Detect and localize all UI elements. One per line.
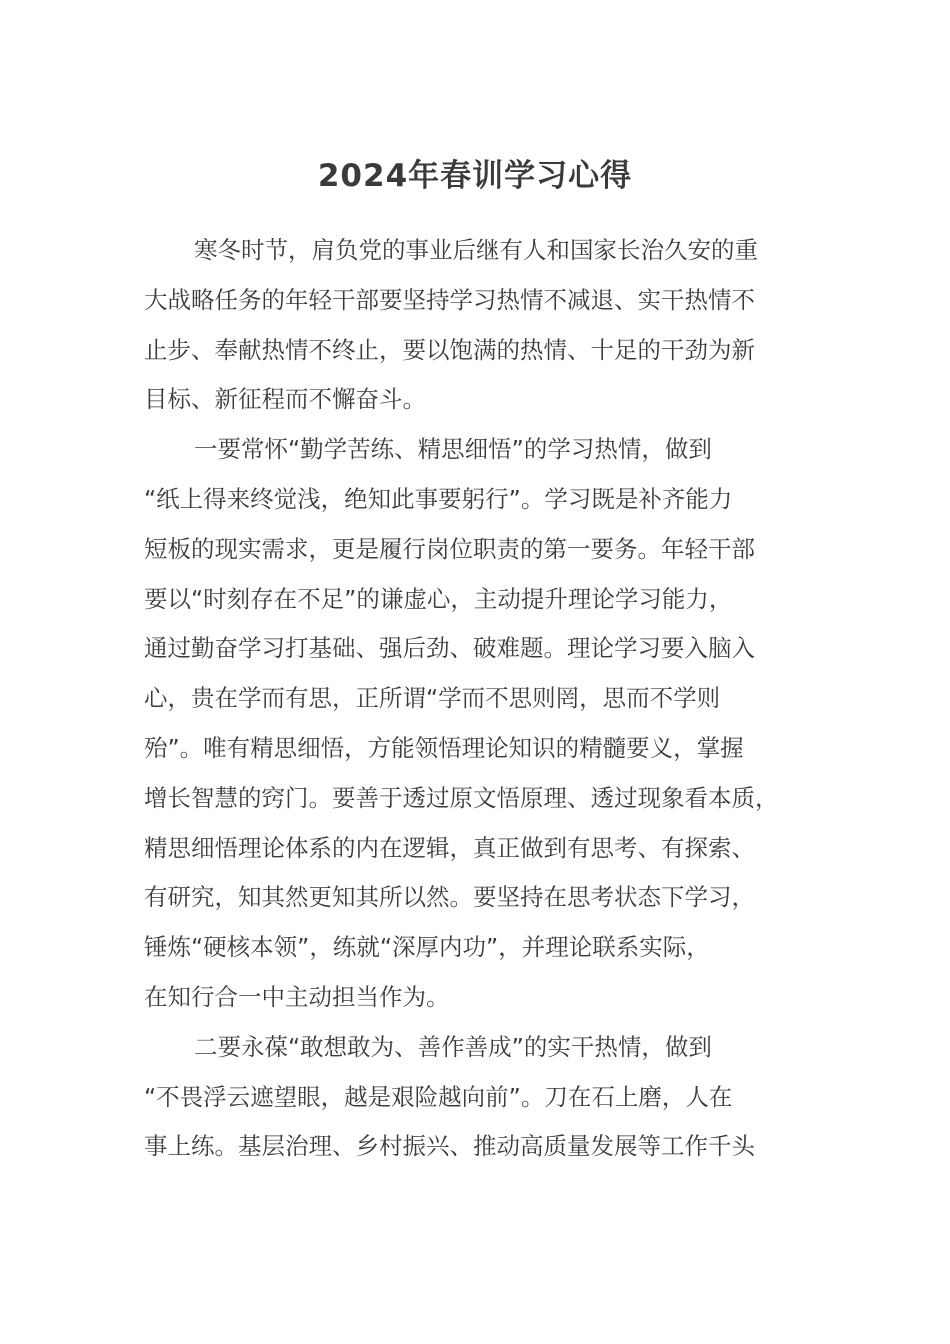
paragraph-line: 二要永葆“敢想敢为、善作善成”的实干热情，做到 bbox=[194, 1032, 712, 1061]
paragraph-line: “不畏浮云遮望眼，越是艰险越向前”。刀在石上磨，人在 bbox=[144, 1082, 733, 1111]
paragraph-line: 有研究，知其然更知其所以然。要坚持在思考状态下学习， bbox=[144, 883, 755, 912]
paragraph-line: 殆”。唯有精思细悟，方能领悟理论知识的精髓要义，掌握 bbox=[144, 733, 744, 762]
paragraph-line: 增长智慧的窍门。要善于透过原文悟原理、透过现象看本质， bbox=[144, 783, 779, 812]
document-body bbox=[144, 226, 808, 1172]
paragraph-line: 心，贵在学而有思，正所谓“学而不思则罔，思而不学则 bbox=[144, 684, 721, 713]
paragraph-line: 寒冬时节，肩负党的事业后继有人和国家长治久安的重 bbox=[194, 236, 758, 264]
paragraph-line: 短板的现实需求，更是履行岗位职责的第一要务。年轻干部 bbox=[144, 534, 755, 563]
paragraph-line: 大战略任务的年轻干部要坚持学习热情不减退、实干热情不 bbox=[144, 285, 755, 314]
paragraph-line: 止步、奉献热情不终止，要以饱满的热情、十足的干劲为新 bbox=[144, 335, 755, 364]
paragraph-line: 精思细悟理论体系的内在逻辑，真正做到有思考、有探索、 bbox=[144, 833, 755, 862]
paragraph-line: 目标、新征程而不懈奋斗。 bbox=[144, 385, 426, 414]
paragraph-line: 在知行合一中主动担当作为。 bbox=[144, 982, 450, 1011]
paragraph-line: 事上练。基层治理、乡村振兴、推动高质量发展等工作千头 bbox=[144, 1132, 755, 1161]
document-title: 2024年春训学习心得 bbox=[317, 158, 633, 194]
paragraph-line: 通过勤奋学习打基础、强后劲、破难题。理论学习要入脑入 bbox=[144, 634, 755, 663]
paragraph-line: 要以“时刻存在不足”的谦虚心，主动提升理论学习能力， bbox=[144, 584, 733, 613]
paragraph-line: 锤炼“硬核本领”，练就“深厚内功”，并理论联系实际， bbox=[144, 933, 710, 962]
paragraph-line: “纸上得来终觉浅，绝知此事要躬行”。学习既是补齐能力 bbox=[144, 484, 733, 513]
paragraph-line: 一要常怀“勤学苦练、精思细悟”的学习热情，做到 bbox=[194, 435, 712, 464]
